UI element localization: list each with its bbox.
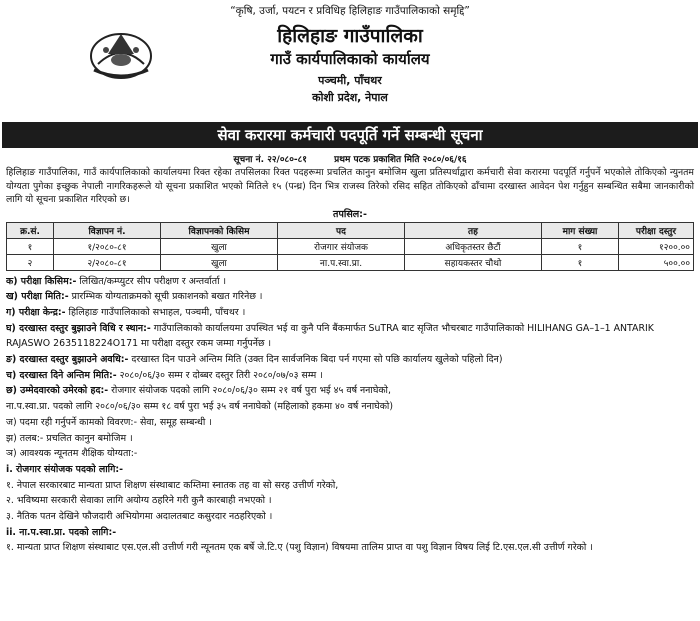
detail-item: ज) पदमा रही गर्नुपर्ने कामको विवरण:- सेवा, समूह सम्बन्धी । (6, 416, 212, 428)
detail-item: ना.प.स्वा.प्रा. पदको लागि २०८०/०६/३० सम्म १८ वर्ष पुरा भई ३५ वर्ष ननाघेको (महिलाको हकमा ४० वर्ष ननाघेको) (6, 401, 393, 413)
letterhead (0, 22, 700, 122)
detail-item (6, 368, 694, 384)
detail-item: २. भविष्यमा सरकारी सेवाका लागि अयोग्य ठहरिने गरी कुनै कारबाही नभएको । (6, 495, 272, 507)
details-section (6, 274, 694, 557)
address-line-2: कोशी प्रदेश, नेपाल (312, 91, 388, 104)
cell: १ (7, 238, 54, 254)
intro-paragraph: हिलिहाङ गाउँपालिका, गाउँ कार्यपालिकाको कार्यालयमा रिक्त रहेका तपसिलका रिक्त पदहरूमा प्रचलित कानुन बमोजिम खुला प्रतिस्पर्धाद्वारा कर्मचारी सेवा करारमा पदपूर्ति गर्नुपर्ने भएकोले तोकिएको न्युनतम योग्यता पुगेका इच्छुक नेपाली नागरिकहरूले यो सूचना प्रकाशित भएको मितिले १५ (पन्ध्र) दिन भित्र राजस्व तिरेको रसिद सहित तोकिएको ढाँचामा दरखास्त आवेदन पेश गर्नुहुन सम्बन्धित सबैमा जानकारीको लागि यो सूचना प्रकाशित गरिएको छ। (6, 167, 694, 205)
detail-item (6, 321, 694, 352)
detail-item: ३. नैतिक पतन देखिने फौजदारी अभियोगमा अदालतबाट कसुरदार नठहरिएको । (6, 511, 273, 523)
notice-published-date: प्रथम पटक प्रकाशित मिति २०८०/०६/१६ (334, 155, 467, 165)
col-header: परीक्षा दस्तुर (619, 222, 694, 238)
detail-label: ङ) दरखास्त दस्तुर बुझाउने अवधि:- (6, 354, 129, 366)
detail-text: लिखित/कम्प्युटर सीप परीक्षण र अन्तर्वार्ता । (76, 275, 227, 287)
col-header: विज्ञापनको किसिम (161, 222, 278, 238)
detail-item (6, 289, 694, 305)
table-title: तपसिल:- (333, 208, 367, 220)
detail-label: ग) परीक्षा केन्द्र:- (6, 306, 66, 318)
detail-label: छ) उम्मेदवारको उमेरको हद:- (6, 385, 109, 397)
detail-item (6, 352, 694, 368)
cell: रोजगार संयोजक (278, 238, 405, 254)
office-name: हिलिहाङ गाउँपालिका (277, 25, 423, 47)
notice-meta (0, 152, 700, 165)
cell: १/२०८०-८१ (54, 238, 161, 254)
detail-text: हिलिहाङ गाउँपालिकाको सभाहल, पञ्चमी, पाँचथर । (65, 306, 246, 318)
cell: २/२०८०-८१ (54, 254, 161, 270)
cell: ५००.०० (619, 254, 694, 270)
cell: २ (7, 254, 54, 270)
col-header: पद (278, 222, 405, 238)
detail-item: ञ) आवश्यक न्यूनतम शैक्षिक योग्यता:- (6, 448, 138, 460)
notice-number: सूचना नं. २२/०८०-८१ (233, 155, 307, 165)
table-row (7, 254, 694, 270)
table-row (7, 238, 694, 254)
col-header: तह (405, 222, 542, 238)
cell: सहायकस्तर चौथो (405, 254, 542, 270)
table-header-row (7, 222, 694, 238)
col-header: माग संख्या (542, 222, 619, 238)
detail-item: १. नेपाल सरकारबाट मान्यता प्राप्त शिक्षण संस्थाबाट कम्तिमा स्नातक तह वा सो सरह उत्तीर्ण गरेको, (6, 479, 339, 491)
detail-item (6, 274, 694, 290)
cell: ना.प.स्वा.प्रा. (278, 254, 405, 270)
detail-item (6, 305, 694, 321)
subsection-heading: i. रोजगार संयोजक पदको लागि:- (6, 463, 124, 475)
detail-item (6, 383, 694, 399)
detail-text: दरखास्त दिन पाउने अन्तिम मिति (उक्त दिन सार्वजनिक बिदा पर्न गएमा सो पछि कार्यालय खुलेको पहिलो दिन) (128, 354, 503, 366)
cell: १२००.०० (619, 238, 694, 254)
slogan: “कृषि, उर्जा, पयटन र प्रविधिह हिलिहाङ गाउँपालिकाको समृद्दि” (230, 5, 470, 17)
subsection-heading: ii. ना.प.स्वा.प्रा. पदको लागि:- (6, 526, 117, 538)
detail-text: २०८०/०६/३० सम्म र दोब्बर दस्तुर तिरी २०८०/०७/०३ सम्म । (116, 369, 323, 381)
detail-item: झ) तलब:- प्रचलित कानुन बमोजिम । (6, 432, 133, 444)
detail-text: गाउँपालिकाको कार्यालयमा उपस्थित भई वा कुनै पनि बैंकमार्फत SuTRA बाट सृजित भौचरबाट गाउँपालिकाको HILIHANG GA–1–1 ANTARIK RAJASWO 2635118224O171 मा परीक्षा दस्तुर रकम जम्मा गर्नुपर्नेछ । (6, 322, 654, 350)
detail-label: च) दरखास्त दिने अन्तिम मिति:- (6, 369, 117, 381)
cell: १ (542, 238, 619, 254)
cell: खुला (161, 254, 278, 270)
col-header: विज्ञापन नं. (54, 222, 161, 238)
detail-text: प्रारम्भिक योग्यताक्रमको सूची प्रकाशनको बखत गरिनेछ । (68, 291, 263, 303)
detail-label: क) परीक्षा किसिम:- (6, 275, 77, 287)
office-sub: गाउँ कार्यपालिकाको कार्यालय (270, 50, 430, 68)
cell: खुला (161, 238, 278, 254)
detail-label: घ) दरखास्त दस्तुर बुझाउने विधि र स्थान:- (6, 322, 151, 334)
cell: १ (542, 254, 619, 270)
detail-label: ख) परीक्षा मिति:- (6, 291, 69, 303)
nepal-emblem-icon (86, 24, 156, 82)
vacancy-table (6, 222, 694, 271)
cell: अधिकृतस्तर छैटौं (405, 238, 542, 254)
address-line-1: पञ्चमी, पाँचथर (318, 74, 382, 87)
detail-item: १. मान्यता प्राप्त शिक्षण संस्थाबाट एस.एल.सी उत्तीर्ण गरी न्यूनतम एक बर्षे जे.टि.ए (पशु विज्ञान) विषयमा तालिम प्राप्त वा पशु विज्ञान विषय लिई टि.एस.एल.सी उत्तीर्ण गरेको । (6, 542, 593, 554)
col-header: क्र.सं. (7, 222, 54, 238)
detail-text: रोजगार संयोजक पदको लागि २०८०/०६/३० सम्म २१ वर्ष पुरा भई ४५ वर्ष ननाघेको, (108, 385, 391, 397)
notice-banner: सेवा करारमा कर्मचारी पदपूर्ति गर्ने सम्बन्धी सूचना (2, 122, 698, 148)
